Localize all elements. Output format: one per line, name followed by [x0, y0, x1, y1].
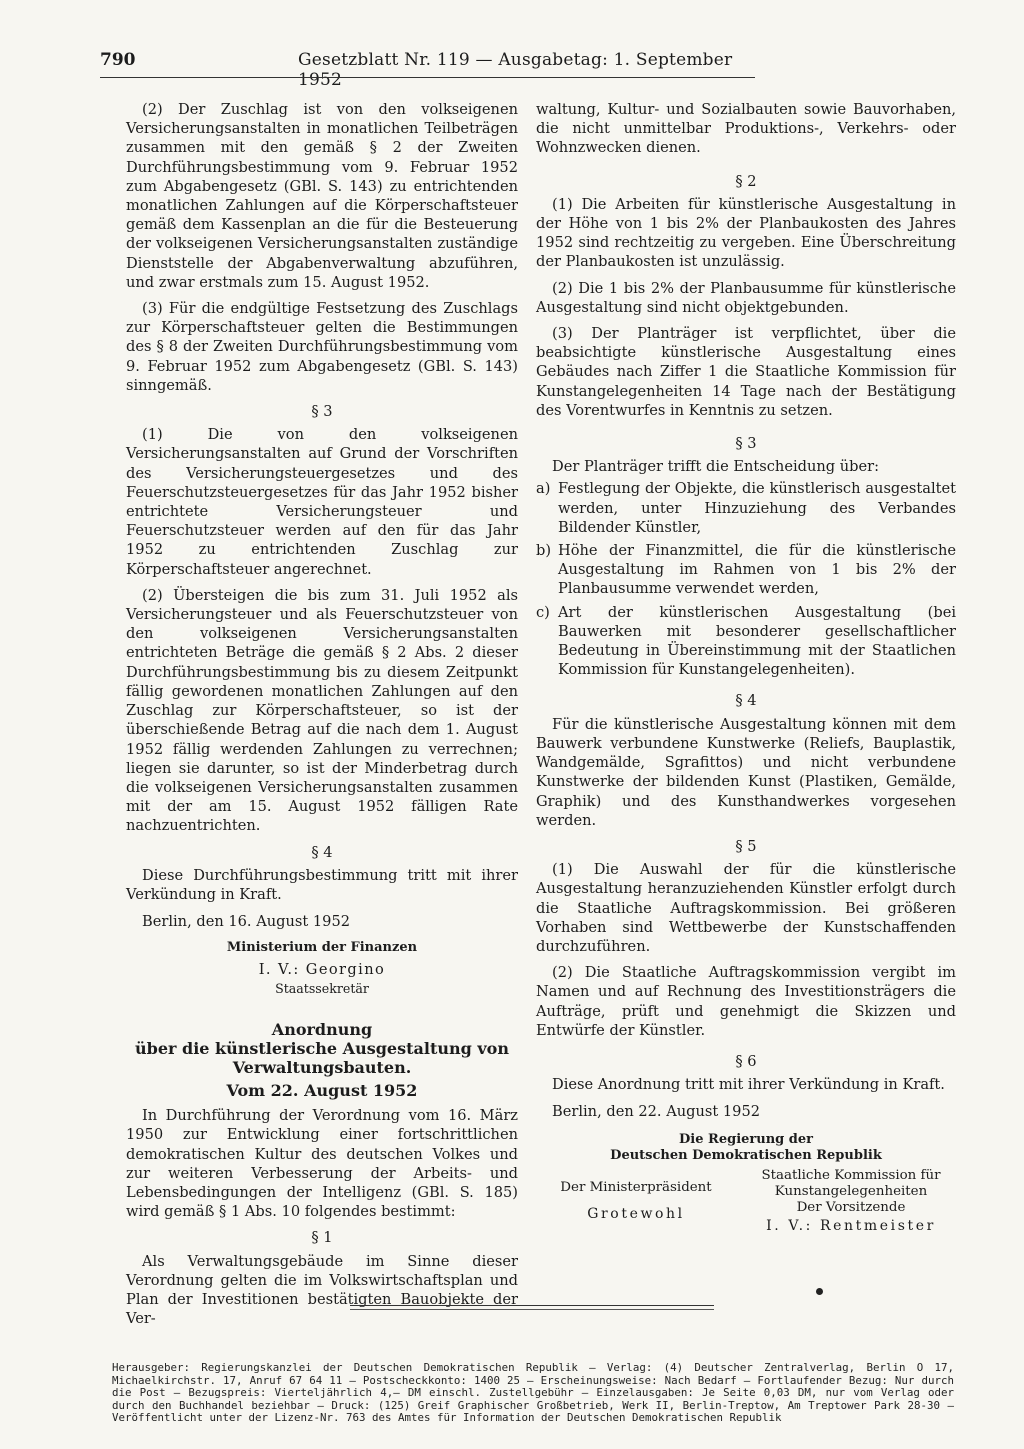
signer-role: Staatssekretär	[275, 980, 369, 996]
list-item-text: Festlegung der Objekte, die künstlerisch ausgestaltet werden, unter Hinzuziehung des Verbandes Bildender Künstler,	[558, 480, 956, 536]
bullet-mark	[816, 1288, 823, 1295]
list-item-label: b)	[536, 542, 552, 560]
header-rule	[100, 77, 755, 78]
left-column	[126, 100, 518, 1335]
section-heading: § 5	[735, 837, 757, 855]
paragraph: Als Verwaltungsgebäude im Sinne dieser Verordnung gelten die im Volkswirtschaftsplan und Plan der Investitionen bestätigten Bauobjekte der Ver-	[126, 1252, 518, 1328]
government-heading-line: Deutschen Demokratischen Republik	[610, 1147, 882, 1163]
list-item	[536, 479, 956, 537]
footer-rule	[350, 1309, 714, 1310]
section-heading: § 3	[311, 403, 333, 421]
paragraph: (2) Übersteigen die bis zum 31. Juli 1952 als Versicherungsteuer und als Feuerschutzsteuer von den volkseigenen Versicherungsanstalten entrichteten Beträge die gemäß § 2 Abs. 2 dieser Durchführungsbestimmung bis zu diesem Zeitpunkt fällig gewordenen monatlichen Zahlungen auf den Zuschlag zur Körperschaftsteuer, so ist der überschießende Betrag auf die nach dem 1. August 1952 fällig werdenden Zahlungen zu verrechnen; liegen sie darunter, so ist der Minderbetrag durch die volkseigenen Versicherungsanstalten zusammen mit der am 15. August 1952 fälligen Rate nachzuentrichten.	[126, 586, 518, 835]
paragraph: (3) Der Planträger ist verpflichtet, über die beabsichtigte künstlerische Ausgestaltung eines Gebäudes nach Ziffer 1 die Staatliche Kommission für Kunstangelegenheiten 14 Tage nach der Bestätigung des Vorentwurfes in Kenntnis zu setzen.	[536, 325, 956, 419]
government-heading	[536, 1132, 956, 1164]
section-heading: § 4	[735, 692, 757, 710]
list-item-label: a)	[536, 480, 551, 498]
page-header	[100, 50, 752, 90]
paragraph: (1) Die von den volkseigenen Versicherungsanstalten auf Grund der Vorschriften des Versicherungsteuergesetzes und des Feuerschutzsteuergesetzes für das Jahr 1952 bisher entrichtete Versicherungsteuer und Feuerschutzsteuer werden auf den für das Jahr 1952 zu entrichtenden Zuschlag zur Körperschaftsteuer angerechnet.	[126, 426, 518, 578]
page-number: 790	[100, 50, 136, 70]
ordinance-title	[126, 1020, 518, 1077]
paragraph: (3) Für die endgültige Festsetzung des Zuschlags zur Körperschaftsteuer gelten die Bestimmungen des § 8 der Zweiten Durchführungsbestimmung vom 9. Februar 1952 zum Abgabengesetz (GBl. S. 143) sinngemäß.	[126, 300, 518, 394]
signer-role: Der Ministerpräsident	[560, 1179, 712, 1195]
paragraph: waltung, Kultur- und Sozialbauten sowie Bauvorhaben, die nicht unmittelbar Produktions-, Verkehrs- oder Wohnzwecken dienen.	[536, 101, 956, 157]
paragraph: Diese Durchführungsbestimmung tritt mit ihrer Verkündung in Kraft.	[126, 866, 518, 903]
section-heading: § 4	[311, 843, 333, 861]
header-title: Gesetzblatt Nr. 119 — Ausgabetag: 1. September 1952	[298, 50, 733, 90]
right-column	[536, 100, 956, 1234]
place-date: Berlin, den 16. August 1952	[142, 913, 351, 931]
government-heading-line: Die Regierung der	[679, 1131, 813, 1147]
list-item-label: c)	[536, 603, 550, 621]
signer-name: I. V.: Rentmeister	[766, 1217, 936, 1234]
paragraph: (2) Der Zuschlag ist von den volkseigenen Versicherungsanstalten in monatlichen Teilbeträgen zusammen mit den gemäß § 2 der Zweiten Durchführungsbestimmung vom 9. Februar 1952 zum Abgabengesetz (GBl. S. 143) zu entrichtenden monatlichen Zahlungen auf die Körperschaftsteuer gemäß dem Kassenplan an die für die Besteuerung der volkseigenen Versicherungsanstalten zuständige Dienststelle der Abgabenverwaltung abzuführen, und zwar erstmals zum 15. August 1952.	[126, 101, 518, 291]
ordinance-title-line: über die künstlerische Ausgestaltung von	[135, 1038, 509, 1058]
paragraph: (2) Die 1 bis 2% der Planbausumme für künstlerische Ausgestaltung sind nicht objektgebunden.	[536, 279, 956, 316]
signer-role: Der Vorsitzende	[796, 1199, 906, 1215]
paragraph: Der Planträger trifft die Entscheidung über:	[552, 458, 880, 476]
signature-right	[746, 1168, 956, 1234]
section-heading: § 6	[735, 1052, 757, 1070]
section-heading: § 3	[735, 435, 757, 453]
paragraph: Diese Anordnung tritt mit ihrer Verkündung in Kraft.	[552, 1076, 945, 1094]
signer-role: Kunstangelegenheiten	[774, 1183, 928, 1199]
list-item	[536, 541, 956, 599]
paragraph: (1) Die Arbeiten für künstlerische Ausgestaltung in der Höhe von 1 bis 2% der Planbaukosten des Jahres 1952 sind rechtzeitig zu vergeben. Eine Überschreitung der Planbaukosten ist unzulässig.	[536, 195, 956, 271]
signature-block	[536, 1168, 956, 1234]
signature-left	[536, 1168, 736, 1234]
footer-rule	[350, 1305, 714, 1306]
ordinance-title-line: Anordnung	[271, 1019, 373, 1039]
list-item-text: Höhe der Finanzmittel, die für die künstlerische Ausgestaltung im Rahmen von 1 bis 2% der Planbausumme verwendet werden,	[558, 542, 956, 598]
list-item-text: Art der künstlerischen Ausgestaltung (bei Bauwerken mit besonderer gesellschaftlicher Bedeutung in Übereinstimmung mit der Staatlichen Kommission für Kunstangelegenheiten).	[558, 603, 956, 679]
section-heading: § 1	[311, 1229, 333, 1247]
list-item	[536, 603, 956, 680]
paragraph: (2) Die Staatliche Auftragskommission vergibt im Namen und auf Rechnung des Investitionsträgers die Aufträge, prüft und genehmigt die Skizzen und Entwürfe der Künstler.	[536, 964, 956, 1039]
imprint: Herausgeber: Regierungskanzlei der Deutschen Demokratischen Republik — Verlag: (4) Deutscher Zentralverlag, Berlin O 17, Michaelkirchstr. 17, Anruf 67 64 11 — Postscheckkonto: 1400 25 — Erscheinungsweise: Nach Bedarf — Fortlaufender Bezug: Nur durch die Post — Bezugspreis: Vierteljährlich 4,— DM einschl. Zustellgebühr — Einzelausgaben: Je Seite 0,03 DM, nur vom Verlag oder durch den Buchhandel beziehbar — Druck: (125) Greif Graphischer Großbetrieb, Werk II, Berlin-Treptow, Am Treptower Park 28-30 — Veröffentlicht unter der Lizenz-Nr. 763 des Amtes für Information der Deutschen Demokratischen Republik	[112, 1361, 954, 1425]
signer-name: Grotewohl	[587, 1205, 685, 1222]
ministry-name: Ministerium der Finanzen	[226, 940, 418, 956]
ordinance-title-line: Verwaltungsbauten.	[232, 1057, 412, 1077]
signer-name: I. V.: Georgino	[258, 960, 386, 978]
paragraph: In Durchführung der Verordnung vom 16. März 1950 zur Entwicklung einer fortschrittlichen demokratischen Kultur des deutschen Volkes und zur weiteren Verbesserung der Arbeits- und Lebensbedingungen der Intelligenz (GBl. S. 185) wird gemäß § 1 Abs. 10 folgendes bestimmt:	[126, 1107, 518, 1221]
paragraph: (1) Die Auswahl der für die künstlerische Ausgestaltung heranzuziehenden Künstler erfolgt durch die Staatliche Auftragskommission. Bei größeren Vorhaben sind Wettbewerbe der Kunstschaffenden durchzuführen.	[536, 861, 956, 955]
paragraph: Für die künstlerische Ausgestaltung können mit dem Bauwerk verbundene Kunstwerke (Reliefs, Bauplastik, Wandgemälde, Sgrafittos) und nicht verbundene Kunstwerke der bildenden Kunst (Plastiken, Gemälde, Graphik) und des Kunsthandwerkes vorgesehen werden.	[536, 715, 956, 829]
signer-role: Staatliche Kommission für	[761, 1167, 941, 1183]
ordinance-date: Vom 22. August 1952	[226, 1080, 418, 1100]
section-heading: § 2	[735, 172, 757, 190]
decision-list	[536, 479, 956, 679]
place-date: Berlin, den 22. August 1952	[552, 1103, 761, 1121]
